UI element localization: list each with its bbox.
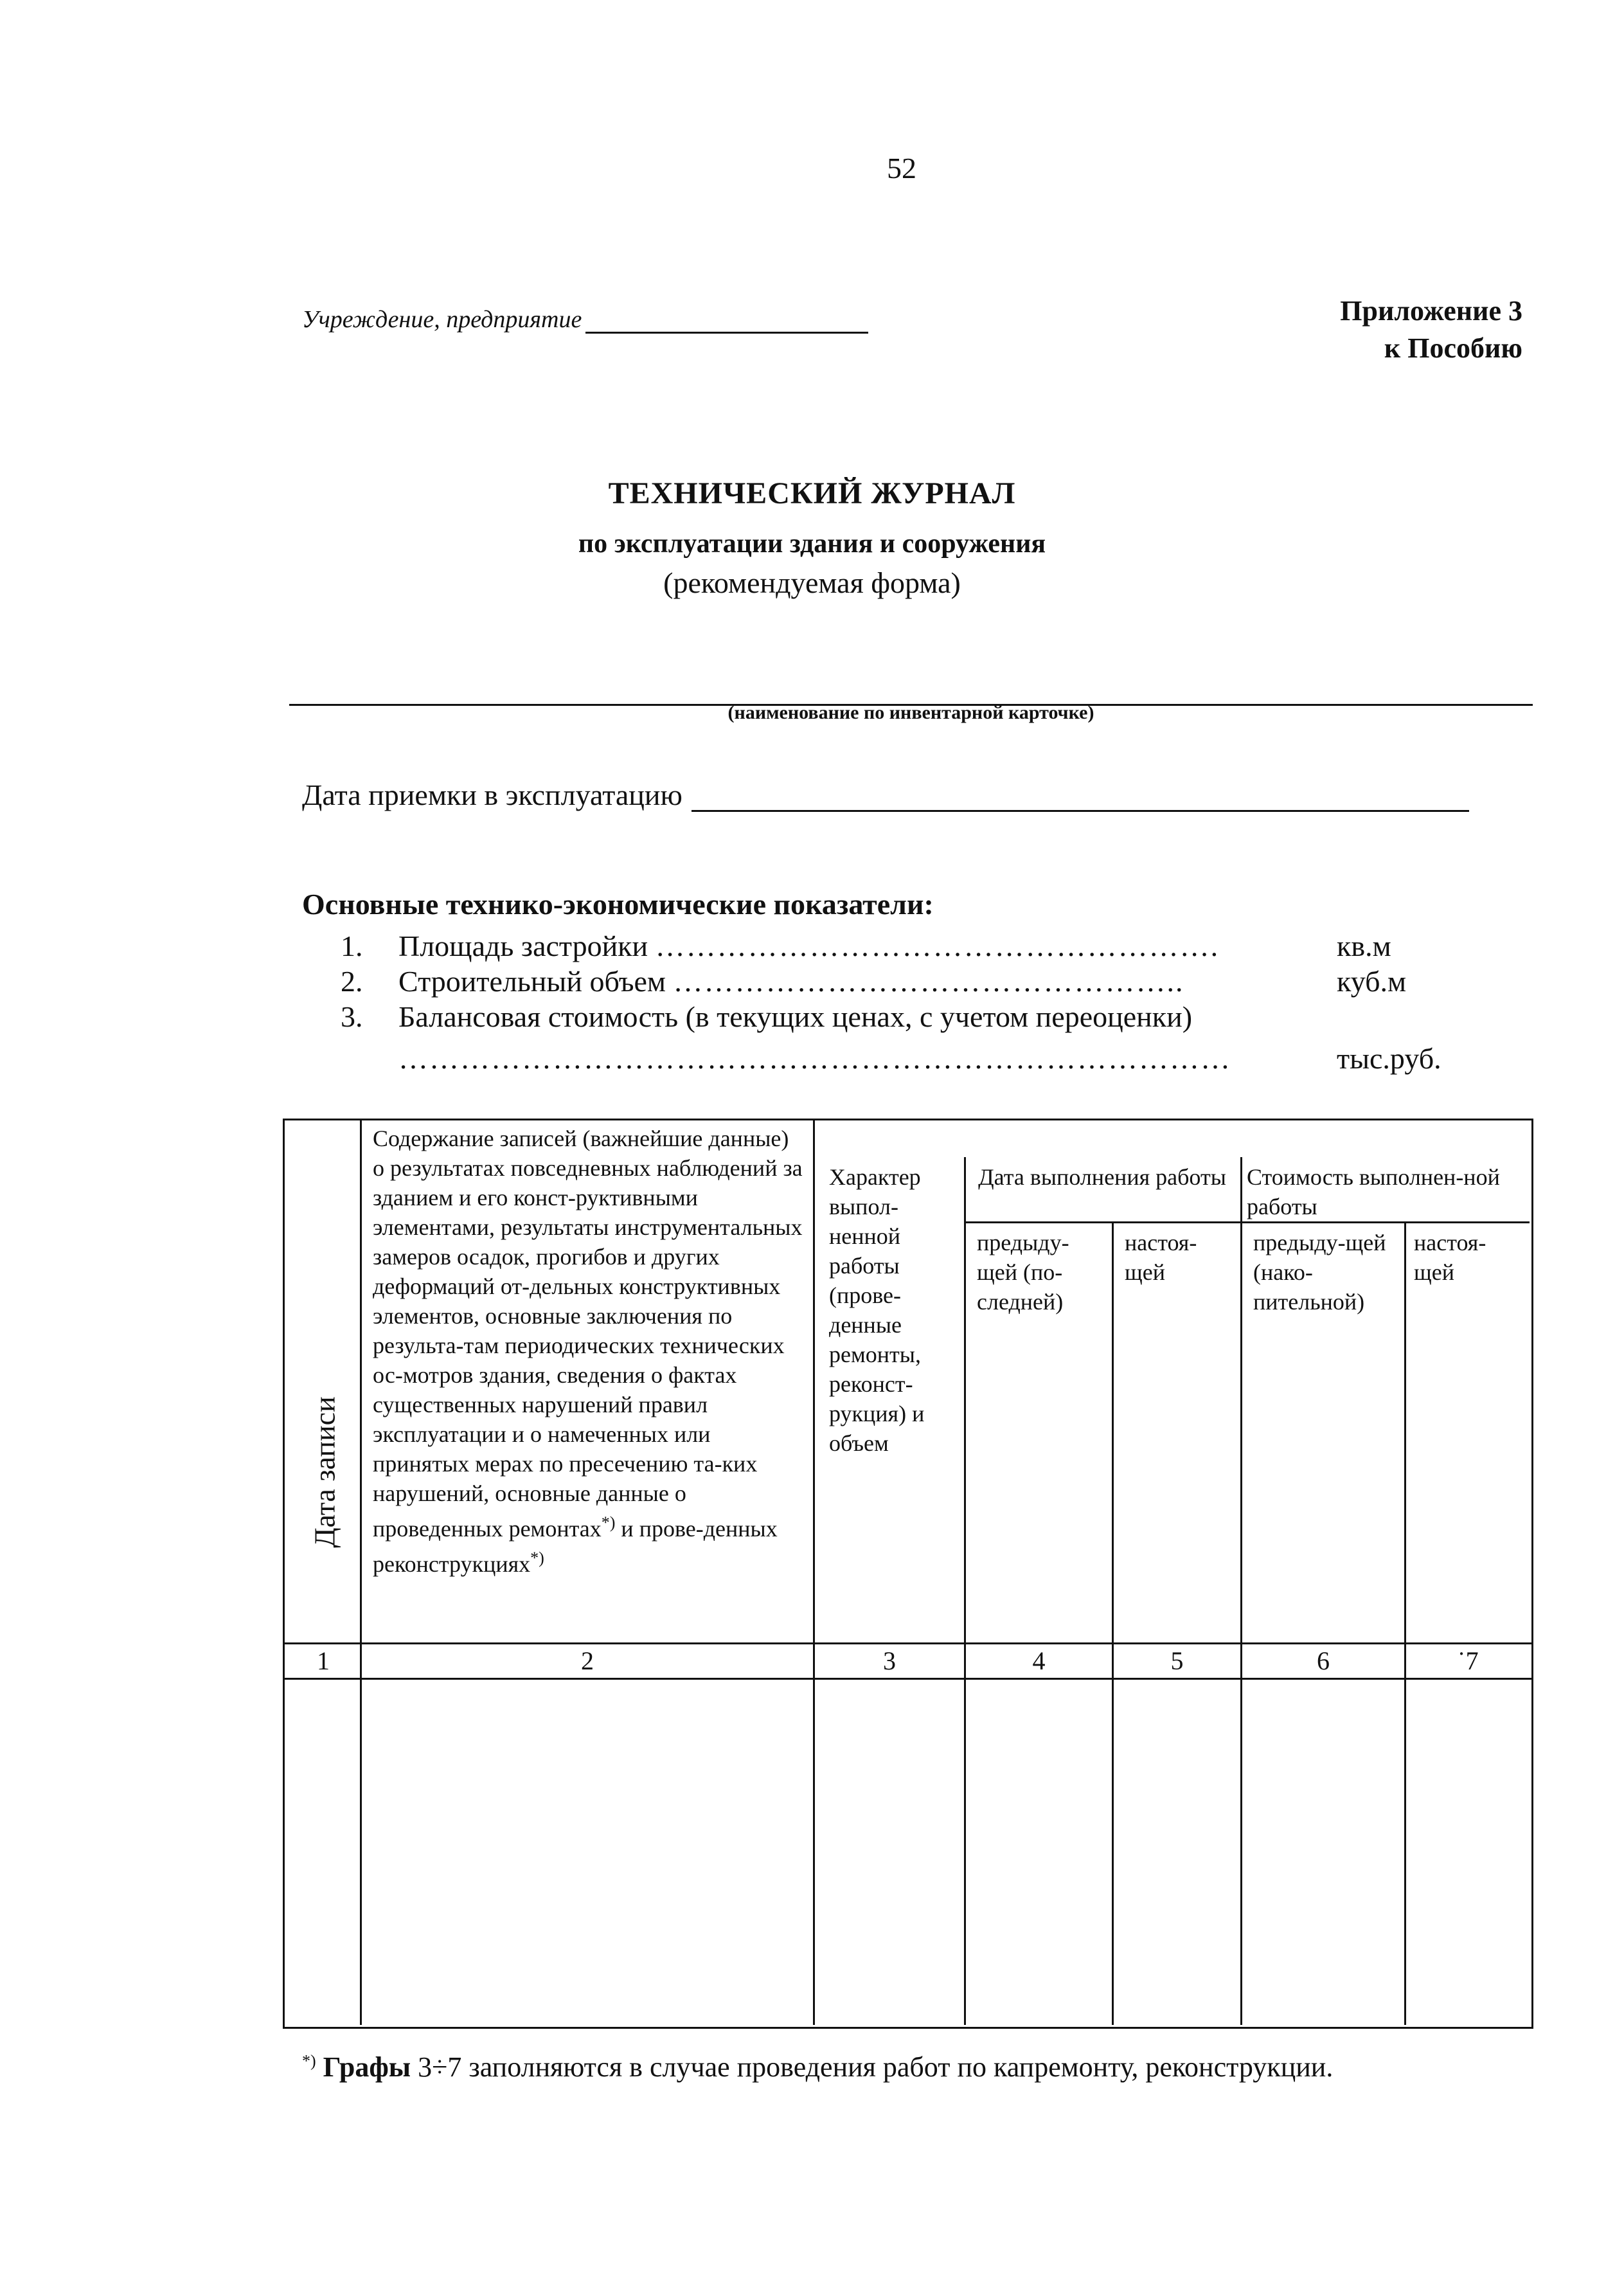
- appendix-line-2: к Пособию: [1384, 332, 1522, 364]
- indicators-heading: Основные технико-экономические показатели:: [302, 888, 934, 921]
- acceptance-date-label: Дата приемки в эксплуатацию: [302, 778, 683, 811]
- col6-header: предыду-щей (нако-пительной): [1253, 1230, 1386, 1315]
- indicator-dots: ……………………………………………….: [655, 930, 1220, 962]
- indicator-number: 1.: [341, 930, 363, 962]
- col4-header: предыду-щей (по-следней): [977, 1230, 1069, 1315]
- appendix-line-1: Приложение 3: [1340, 295, 1522, 327]
- table-rule: [1404, 1221, 1406, 2025]
- institution-field: [302, 305, 868, 334]
- institution-label: Учреждение, предприятие: [302, 306, 582, 333]
- col3-header: Характер выпол-ненной работы (прове-денные ремонты, реконст-рукция) и объем: [829, 1164, 925, 1456]
- footnote: [302, 2051, 1333, 2083]
- col1-header: Дата записи: [308, 1396, 341, 1548]
- table-rule: [1240, 1157, 1242, 2025]
- indicator-dots: ………………………………………………………………………: [398, 1042, 1231, 1075]
- document-title: ТЕХНИЧЕСКИЙ ЖУРНАЛ: [608, 476, 1016, 510]
- table-rule: [283, 1642, 1531, 1644]
- column-number: 2: [581, 1646, 594, 1675]
- column-number: 4: [1032, 1646, 1046, 1675]
- indicator-label: Балансовая стоимость (в текущих ценах, с учетом переоценки): [398, 1000, 1193, 1033]
- indicator-unit: тыс.руб.: [1337, 1042, 1441, 1075]
- indicator-number: 3.: [341, 1000, 363, 1033]
- appendix-reference: [1340, 292, 1522, 367]
- table-rule: [1112, 1221, 1114, 2025]
- indicator-number: 2.: [341, 965, 363, 998]
- indicator-label: Строительный объем: [398, 965, 666, 998]
- footnote-mark: *): [302, 2051, 316, 2071]
- page-number: 52: [887, 152, 916, 184]
- building-name-caption: (наименование по инвентарной карточке): [727, 702, 1094, 723]
- column-number: 1: [317, 1646, 330, 1675]
- document-subtitle: по эксплуатации здания и сооружения: [578, 529, 1046, 559]
- indicator-row: [341, 1000, 1192, 1034]
- acceptance-date-field: [302, 778, 1469, 812]
- indicator-label: Площадь застройки: [398, 930, 648, 962]
- indicator-dots: …………………………………………..: [673, 965, 1184, 998]
- form-type: (рекомендуемая форма): [663, 566, 961, 599]
- column-number: 5: [1170, 1646, 1184, 1675]
- table-rule: [283, 1678, 1531, 1680]
- footnote-text: 3÷7 заполняются в случае проведения работ по капремонту, реконструкции.: [411, 2051, 1334, 2083]
- institution-blank[interactable]: [585, 312, 868, 334]
- column-number: 6: [1317, 1646, 1330, 1675]
- indicator-row: [341, 964, 1184, 998]
- indicator-row: [341, 929, 1219, 963]
- table-rule: [964, 1157, 966, 2025]
- indicator-unit: кв.м: [1337, 930, 1391, 962]
- group-cost-header: Стоимость выполнен-ной работы: [1247, 1164, 1500, 1219]
- table-rule: [813, 1119, 815, 2025]
- indicator-unit: куб.м: [1337, 965, 1407, 998]
- column-number: 3: [883, 1646, 896, 1675]
- column-number: ˙7: [1457, 1646, 1479, 1675]
- col2-header: Содержание записей (важнейшие данные) о результатах повседневных наблюдений за зданием и его конст-руктивными элементами, результаты инструментальных замеров осадок, прогибов и других деформаций от-дельных конструктивных элементов, основные заключения по результа-там периодических технических ос-мотров здания, сведения о фактах существенных нарушений правил эксплуатации и о намеченных или принятых мерах по пресечению та-ких нарушений, основные данные о проведенных ремонтах*) и прове-денных реконструкциях*): [373, 1126, 803, 1577]
- acceptance-date-blank[interactable]: [692, 784, 1469, 812]
- group-date-header: Дата выполнения работы: [978, 1164, 1226, 1190]
- col5-header: настоя-щей: [1125, 1230, 1197, 1285]
- footnote-bold: Графы: [323, 2051, 411, 2083]
- col7-header: настоя-щей: [1414, 1230, 1486, 1285]
- table-rule: [964, 1221, 1530, 1223]
